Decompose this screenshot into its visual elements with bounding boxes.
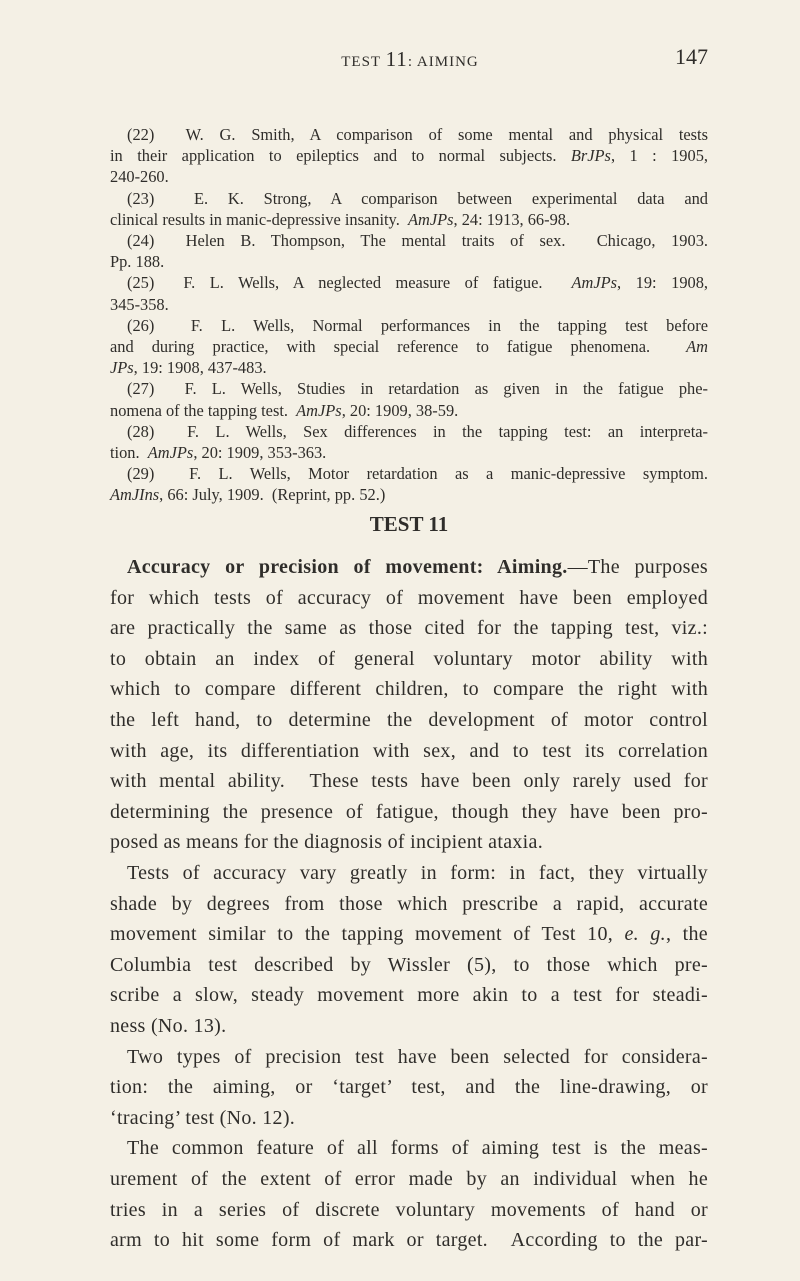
text-segment: (26) F. L. Wells, Normal performances in the tapping test before	[127, 315, 708, 335]
body-line	[110, 613, 708, 643]
reference-line	[110, 484, 708, 505]
text-segment: Am	[686, 337, 708, 356]
text-segment: to obtain an index of general voluntary motor ability with	[110, 647, 708, 670]
text-segment: scribe a slow, steady movement more akin to a test for steadi-	[110, 984, 708, 1007]
text-segment: , 24: 1913, 66-98.	[453, 209, 571, 229]
text-segment: posed as means for the diagnosis of incipient ataxia.	[110, 831, 544, 854]
text-segment: with age, its differentiation with sex, and to test its correlation	[110, 739, 708, 762]
body-line	[110, 827, 708, 857]
text-segment: movement similar to the tapping movement of Test 10,	[110, 923, 625, 946]
reference-line	[110, 294, 708, 315]
text-segment: AmJPs	[296, 400, 342, 420]
reference-line	[127, 378, 708, 399]
text-segment: determining the presence of fatigue, though they have been pro-	[110, 800, 708, 823]
body-line	[110, 1195, 708, 1225]
text-segment: BrJPs	[570, 146, 611, 166]
text-segment: (25) F. L. Wells, A neglected measure of fatigue.	[127, 273, 572, 293]
text-segment: tries in a series of discrete voluntary movements of hand or	[110, 1198, 708, 1221]
body-line	[110, 1103, 708, 1133]
text-segment: The common feature of all forms of aiming test is the meas-	[127, 1137, 708, 1160]
text-segment: Two types of precision test have been selected for considera-	[127, 1045, 708, 1068]
text-segment: tion: the aiming, or ‘target’ test, and the line-drawing, or	[110, 1076, 708, 1099]
text-segment: ness (No. 13).	[110, 1015, 227, 1037]
body-line	[110, 889, 708, 919]
body-line	[110, 766, 708, 796]
text-segment: , 20: 1909, 38-59.	[341, 400, 459, 420]
reference-line	[127, 463, 708, 484]
running-title-number: 11	[385, 47, 408, 71]
text-segment: clinical results in manic-depressive insanity.	[110, 209, 408, 229]
body-line	[110, 674, 708, 704]
paragraph-heading: Accuracy or precision of movement: Aiming.	[127, 556, 568, 578]
reference-line	[110, 145, 708, 166]
text-segment: AmJPs	[407, 209, 454, 229]
text-segment: urement of the extent of error made by an individual when he	[110, 1168, 708, 1190]
text-segment: (23) E. K. Strong, A comparison between experimental data and	[127, 188, 708, 208]
text-segment: and during practice, with special reference to fatigue phenomena.	[110, 337, 687, 356]
page-number: 147	[675, 44, 708, 69]
body-line	[110, 919, 708, 949]
text-segment: 240-260.	[110, 167, 169, 187]
body-line	[110, 1011, 708, 1041]
text-segment: nomena of the tapping test.	[110, 400, 297, 420]
text-segment: (28) F. L. Wells, Sex differences in the tapping test: an interpreta-	[127, 421, 708, 441]
text-segment: (22) W. G. Smith, A comparison of some mental and physical tests	[127, 125, 708, 144]
text-segment: ‘tracing’ test (No. 12).	[110, 1106, 296, 1129]
text-segment: shade by degrees from those which prescribe a rapid, accurate	[110, 892, 708, 915]
body-line	[110, 950, 708, 980]
body-line	[110, 980, 708, 1010]
text-segment: are practically the same as those cited for the tapping test, viz.:	[110, 617, 708, 640]
text-segment: in their application to epileptics and to normal subjects.	[110, 146, 571, 166]
text-segment: (29) F. L. Wells, Motor retardation as a manic-depressive symptom.	[127, 464, 708, 484]
text-segment: for which tests of accuracy of movement have been employed	[110, 586, 708, 609]
text-segment: Columbia test described by Wissler (5), to those which pre-	[110, 953, 708, 976]
text-segment: , 19: 1908,	[617, 273, 709, 293]
reference-line	[127, 188, 708, 209]
text-segment: AmJIns	[110, 485, 160, 505]
text-segment: arm to hit some form of mark or target. According to the par-	[110, 1229, 708, 1252]
text-segment: (27) F. L. Wells, Studies in retardation as given in the fatigue phe-	[127, 379, 708, 399]
reference-line	[110, 251, 708, 272]
body-line	[110, 1225, 708, 1255]
text-segment: which to compare different children, to compare the right with	[110, 678, 708, 701]
reference-line	[110, 400, 708, 421]
reference-line	[110, 357, 708, 378]
text-segment: with mental ability. These tests have been only rarely used for	[110, 770, 708, 793]
body-line	[127, 858, 708, 888]
text-segment: AmJPs	[147, 443, 194, 462]
running-title-rest: : AIMING	[407, 54, 479, 70]
body-line	[110, 797, 708, 827]
text-segment: , 19: 1908, 437-483.	[133, 358, 267, 378]
text-segment: , the	[665, 923, 708, 946]
body-line	[127, 1042, 708, 1072]
text-segment: Tests of accuracy vary greatly in form: in fact, they virtually	[127, 862, 708, 884]
reference-line	[110, 336, 708, 357]
body-line	[127, 552, 708, 582]
text-segment: AmJPs	[571, 273, 618, 293]
body-line	[110, 1072, 708, 1102]
text-segment: tion.	[110, 443, 148, 462]
reference-line	[127, 272, 708, 293]
reference-line	[110, 209, 708, 230]
reference-line	[110, 442, 708, 463]
body-line	[110, 705, 708, 735]
body-line	[110, 736, 708, 766]
reference-line	[127, 421, 708, 442]
text-segment: JPs	[110, 358, 134, 378]
text-segment: , 1 : 1905,	[610, 146, 708, 166]
reference-line	[127, 124, 708, 145]
text-segment: e. g.	[624, 923, 666, 946]
running-header	[0, 44, 800, 71]
text-segment: (24) Helen B. Thompson, The mental traits of sex. Chicago, 1903.	[127, 231, 708, 250]
reference-line	[127, 315, 708, 336]
text-segment: 345-358.	[110, 294, 169, 314]
text-segment: , 20: 1909, 353-363.	[193, 443, 327, 462]
text-segment: , 66: July, 1909. (Reprint, pp. 52.)	[159, 485, 386, 505]
reference-line	[127, 230, 708, 251]
reference-line	[110, 166, 708, 187]
running-title-word: TEST	[341, 54, 381, 70]
body-line	[127, 1133, 708, 1163]
body-line	[110, 644, 708, 674]
text-segment: —The purposes	[567, 556, 708, 578]
section-heading: TEST 11	[369, 512, 449, 536]
body-line	[110, 583, 708, 613]
text-segment: Pp. 188.	[110, 252, 165, 272]
body-line	[110, 1164, 708, 1194]
text-segment: the left hand, to determine the development of motor control	[110, 709, 708, 731]
